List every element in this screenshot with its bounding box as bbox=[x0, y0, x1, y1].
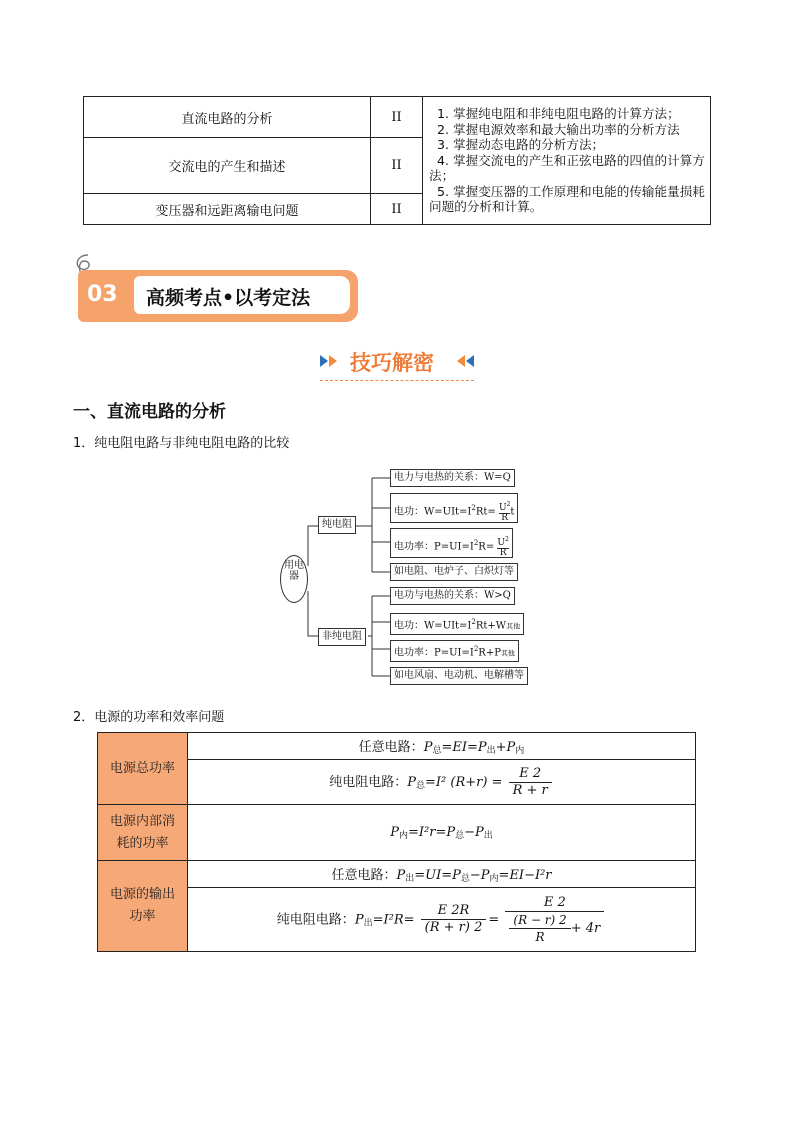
requirement-item: 4. 掌握交流电的产生和正弦电路的四值的计算方法； bbox=[429, 152, 705, 184]
section-banner bbox=[78, 270, 358, 322]
output-any-cell: 任意电路：$P_出=UI=P_总-P_内=EI-I^2r$ bbox=[188, 861, 696, 888]
section-banner-title: 高频考点•以考定法 bbox=[146, 287, 311, 309]
internal-power-cell: $P_内=I^2r=P_总-P_出$ bbox=[188, 805, 696, 861]
total-power-label: 电源总功率 bbox=[98, 733, 188, 805]
pure-power-box: 电功率：$P=UI=I^2R=$ $\frac{U^2}{R}$ bbox=[390, 528, 513, 558]
fraction: $\frac{E 2R}{(R + r) 2}$ bbox=[421, 903, 487, 936]
topic-cell: 交流电的产生和描述 bbox=[84, 138, 371, 194]
tips-heading bbox=[320, 346, 474, 381]
subsection-heading: 1．纯电阻电路与非纯电阻电路的比较 bbox=[73, 436, 290, 451]
nonpure-work-box: 电功：$W=UIt=I^2Rt+W$其他 bbox=[390, 613, 524, 635]
requirements-cell bbox=[423, 97, 711, 225]
section-number: 03 bbox=[87, 282, 118, 307]
fraction: $\frac{E 2}{R + r}$ bbox=[509, 766, 552, 799]
section-heading: 一、直流电路的分析 bbox=[73, 402, 226, 422]
pure-examples-box: 如电阻、电炉子、白炽灯等 bbox=[390, 563, 518, 581]
requirement-item: 5. 掌握变压器的工作原理和电能的传输能量损耗问题的分析和计算。 bbox=[429, 183, 705, 215]
double-arrow-right-icon bbox=[320, 354, 342, 368]
nonpure-relation-box: 电功与电热的关系：W>Q bbox=[390, 587, 515, 605]
total-pure-cell: 纯电阻电路：$P_总=I^2$ (R+r) = $\frac{E 2}{R + r}$ bbox=[188, 760, 696, 805]
pure-relation-box: 电力与电热的关系：W=Q bbox=[390, 469, 515, 487]
topic-cell: 直流电路的分析 bbox=[84, 97, 371, 138]
power-efficiency-table bbox=[97, 732, 696, 952]
fraction: E 2 $\frac{(R - r) 2}{R}$ + 4r bbox=[505, 895, 604, 945]
level-cell: II bbox=[371, 97, 423, 138]
level-cell: II bbox=[371, 194, 423, 225]
exam-topic-table bbox=[83, 96, 711, 225]
nonpure-power-box: 电功率：$P=UI=I^2R+P$其他 bbox=[390, 640, 519, 662]
output-pure-cell: 纯电阻电路：$P_出=I^2R=$ $\frac{E 2R}{(R + r) 2}$ = E 2 $\frac{(R - r) 2}{R}$ + 4r bbox=[188, 888, 696, 952]
pure-work-box: 电功：$W=UIt=I^2Rt=$ $\frac{U^2}{R}$ t bbox=[390, 493, 518, 523]
nonpure-examples-box: 如电风扇、电动机、电解槽等 bbox=[390, 667, 528, 685]
tips-title: 技巧解密 bbox=[350, 351, 434, 375]
requirement-item: 2. 掌握电源效率和最大输出功率的分析方法 bbox=[437, 121, 680, 137]
branch-pure-resistor: 纯电阻 bbox=[318, 516, 356, 534]
internal-power-label: 电源内部消 耗的功率 bbox=[98, 805, 188, 861]
subsection-heading: 2．电源的功率和效率问题 bbox=[73, 710, 225, 725]
requirement-item: 1. 掌握纯电阻和非纯电阻电路的计算方法； bbox=[437, 106, 680, 122]
topic-cell: 变压器和远距离输电问题 bbox=[84, 194, 371, 225]
resistor-comparison-diagram bbox=[276, 466, 556, 688]
branch-non-pure-resistor: 非纯电阻 bbox=[318, 628, 366, 646]
diagram-root: 用电器 bbox=[280, 555, 308, 603]
double-arrow-left-icon bbox=[452, 354, 474, 368]
total-any-cell: 任意电路：$P_总=EI=P_出+P_内$ bbox=[188, 733, 696, 760]
output-power-label: 电源的输出 功率 bbox=[98, 861, 188, 952]
requirement-item: 3. 掌握动态电路的分析方法； bbox=[437, 137, 605, 153]
level-cell: II bbox=[371, 138, 423, 194]
